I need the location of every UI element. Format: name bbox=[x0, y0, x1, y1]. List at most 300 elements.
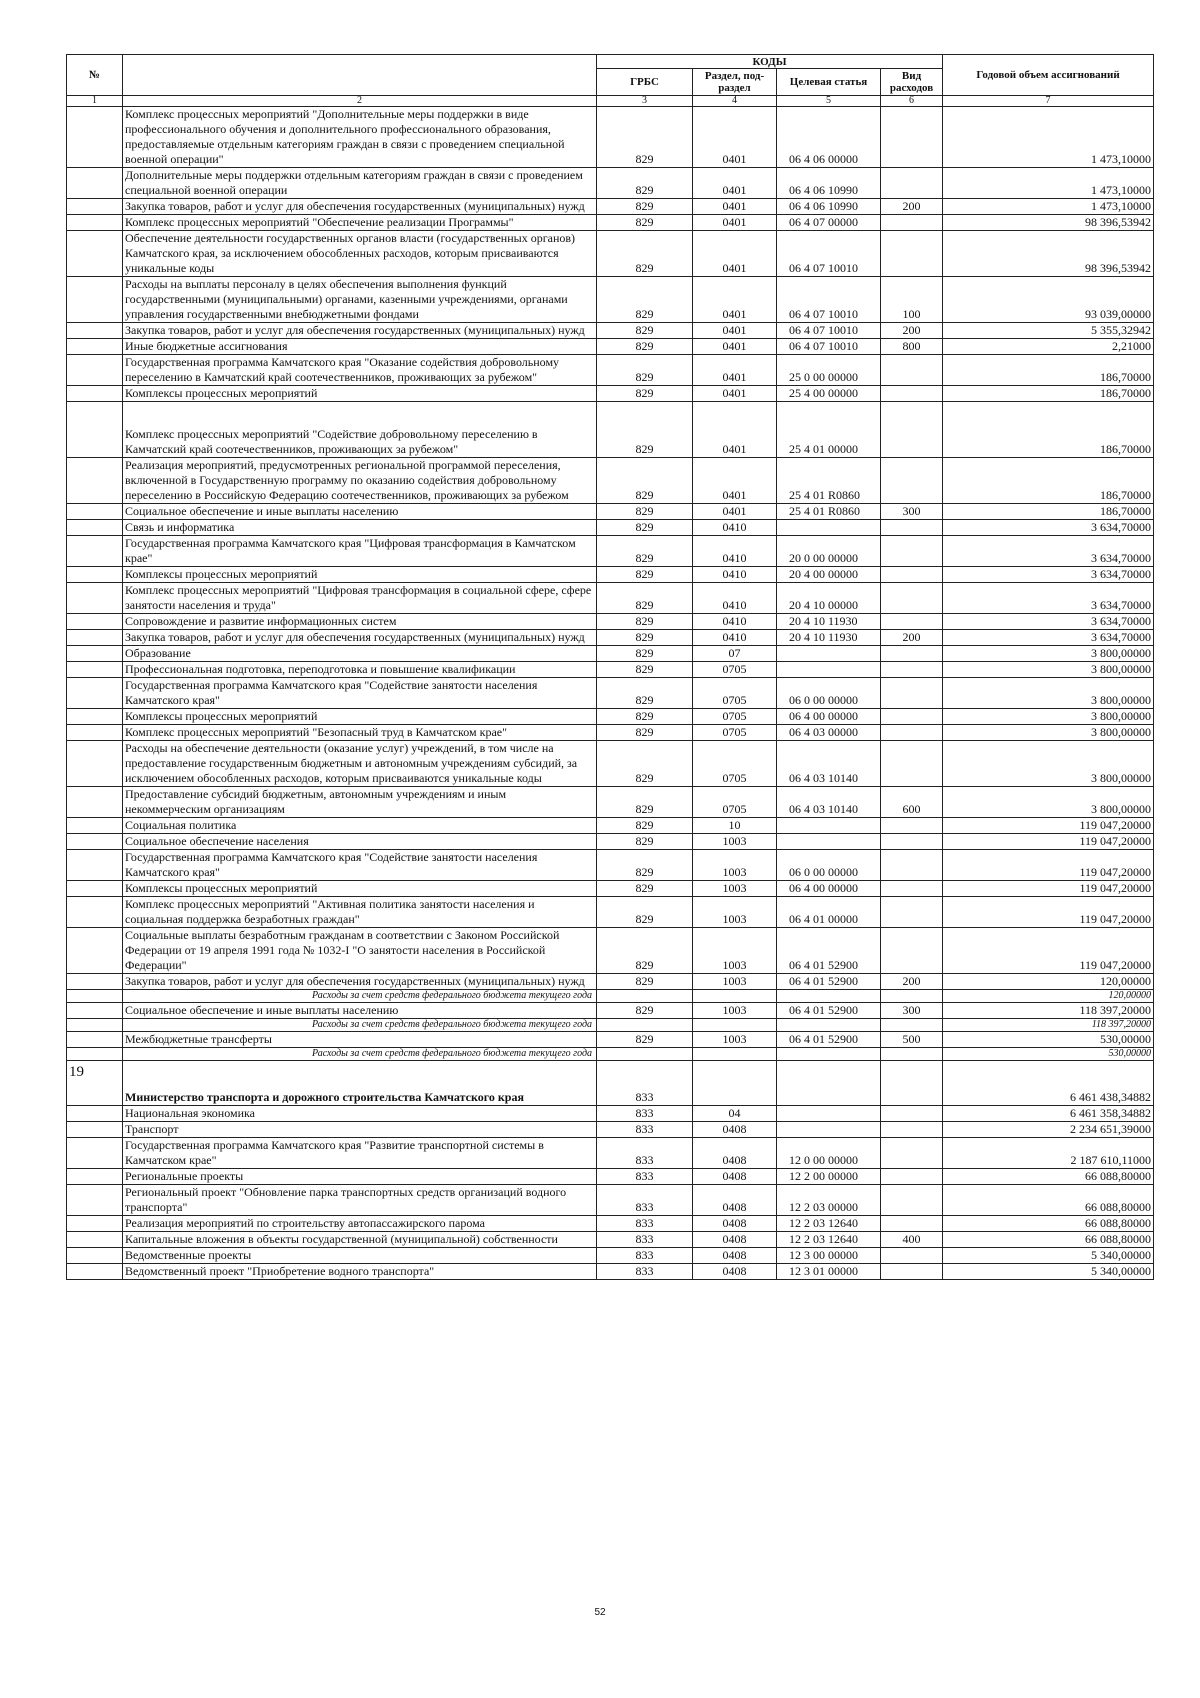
cell-c: 06 4 06 10990 bbox=[777, 168, 881, 199]
cell-s: 2 234 651,39000 bbox=[943, 1122, 1154, 1138]
cell-s: 3 800,00000 bbox=[943, 725, 1154, 741]
table-row bbox=[67, 1169, 1154, 1185]
cell-s: 98 396,53942 bbox=[943, 231, 1154, 277]
cell-r: 0408 bbox=[693, 1169, 777, 1185]
cell-name: Закупка товаров, работ и услуг для обеспечения государственных (муниципальных) нужд bbox=[123, 199, 597, 215]
cell-r: 0401 bbox=[693, 231, 777, 277]
cell-v bbox=[881, 386, 943, 402]
cell-v bbox=[881, 1048, 943, 1061]
cell-v bbox=[881, 614, 943, 630]
cell-c: 25 4 01 R0860 bbox=[777, 458, 881, 504]
table-row bbox=[67, 355, 1154, 386]
cell-g: 829 bbox=[597, 974, 693, 990]
cell-name: Комплекс процессных мероприятий "Содействие добровольному переселению в Камчатский край соотечественников, проживающих за рубежом" bbox=[123, 402, 597, 458]
note-row bbox=[67, 1048, 1154, 1061]
cell-v bbox=[881, 168, 943, 199]
cell-n bbox=[67, 1185, 123, 1216]
cell-g: 829 bbox=[597, 277, 693, 323]
cell-g: 829 bbox=[597, 709, 693, 725]
cell-name: Расходы за счет средств федерального бюджета текущего года bbox=[123, 1019, 597, 1032]
cell-n bbox=[67, 402, 123, 458]
cell-g: 829 bbox=[597, 741, 693, 787]
cell-v bbox=[881, 1138, 943, 1169]
cell-name: Комплекс процессных мероприятий "Безопасный труд в Камчатском крае" bbox=[123, 725, 597, 741]
cell-v bbox=[881, 402, 943, 458]
header-name bbox=[123, 55, 597, 96]
cell-v: 300 bbox=[881, 504, 943, 520]
cell-g: 829 bbox=[597, 567, 693, 583]
table-row bbox=[67, 1248, 1154, 1264]
cell-r: 0401 bbox=[693, 402, 777, 458]
cell-n bbox=[67, 709, 123, 725]
table-row bbox=[67, 818, 1154, 834]
cell-v bbox=[881, 1264, 943, 1280]
cell-s: 120,00000 bbox=[943, 990, 1154, 1003]
cell-g: 833 bbox=[597, 1248, 693, 1264]
cell-r: 0408 bbox=[693, 1216, 777, 1232]
cell-g: 829 bbox=[597, 520, 693, 536]
cell-r: 1003 bbox=[693, 834, 777, 850]
cell-s: 118 397,20000 bbox=[943, 1003, 1154, 1019]
colnum: 7 bbox=[943, 96, 1154, 107]
cell-c bbox=[777, 1061, 881, 1106]
cell-v bbox=[881, 881, 943, 897]
cell-n bbox=[67, 725, 123, 741]
colnum: 2 bbox=[123, 96, 597, 107]
table-row bbox=[67, 458, 1154, 504]
cell-v bbox=[881, 231, 943, 277]
cell-r: 0705 bbox=[693, 709, 777, 725]
cell-c: 25 4 00 00000 bbox=[777, 386, 881, 402]
cell-s: 120,00000 bbox=[943, 974, 1154, 990]
cell-c: 25 4 01 00000 bbox=[777, 402, 881, 458]
header-grbs: ГРБС bbox=[597, 69, 693, 96]
cell-c: 06 4 00 00000 bbox=[777, 709, 881, 725]
cell-r: 0401 bbox=[693, 386, 777, 402]
cell-g: 829 bbox=[597, 1032, 693, 1048]
cell-s: 530,00000 bbox=[943, 1032, 1154, 1048]
cell-r bbox=[693, 1061, 777, 1106]
cell-c: 20 4 00 00000 bbox=[777, 567, 881, 583]
table-row bbox=[67, 277, 1154, 323]
cell-r bbox=[693, 1048, 777, 1061]
cell-v bbox=[881, 709, 943, 725]
cell-c: 25 0 00 00000 bbox=[777, 355, 881, 386]
cell-g: 829 bbox=[597, 881, 693, 897]
cell-v bbox=[881, 1019, 943, 1032]
cell-v bbox=[881, 1216, 943, 1232]
table-row bbox=[67, 678, 1154, 709]
cell-s: 3 634,70000 bbox=[943, 567, 1154, 583]
cell-r: 1003 bbox=[693, 850, 777, 881]
cell-name: Образование bbox=[123, 646, 597, 662]
cell-r: 1003 bbox=[693, 928, 777, 974]
header-tselevaya: Целевая статья bbox=[777, 69, 881, 96]
cell-s: 186,70000 bbox=[943, 458, 1154, 504]
cell-s: 530,00000 bbox=[943, 1048, 1154, 1061]
cell-r: 0410 bbox=[693, 614, 777, 630]
table-row bbox=[67, 402, 1154, 458]
cell-s: 186,70000 bbox=[943, 504, 1154, 520]
cell-v: 200 bbox=[881, 199, 943, 215]
cell-g: 829 bbox=[597, 614, 693, 630]
cell-c: 06 4 07 10010 bbox=[777, 339, 881, 355]
table-body bbox=[67, 107, 1154, 1280]
cell-name: Региональный проект "Обновление парка транспортных средств организаций водного транспорта" bbox=[123, 1185, 597, 1216]
table-row bbox=[67, 215, 1154, 231]
cell-s: 119 047,20000 bbox=[943, 881, 1154, 897]
cell-name: Комплексы процессных мероприятий bbox=[123, 881, 597, 897]
cell-c: 12 2 03 12640 bbox=[777, 1232, 881, 1248]
cell-name: Региональные проекты bbox=[123, 1169, 597, 1185]
cell-c bbox=[777, 834, 881, 850]
cell-c: 20 4 10 11930 bbox=[777, 630, 881, 646]
cell-c bbox=[777, 520, 881, 536]
cell-r: 0401 bbox=[693, 355, 777, 386]
cell-r: 0408 bbox=[693, 1185, 777, 1216]
cell-n bbox=[67, 215, 123, 231]
cell-c: 06 4 00 00000 bbox=[777, 881, 881, 897]
cell-r: 07 bbox=[693, 646, 777, 662]
table-row bbox=[67, 1216, 1154, 1232]
cell-c: 06 4 03 00000 bbox=[777, 725, 881, 741]
cell-g: 833 bbox=[597, 1185, 693, 1216]
cell-n bbox=[67, 787, 123, 818]
cell-v bbox=[881, 928, 943, 974]
cell-g: 829 bbox=[597, 323, 693, 339]
table-row bbox=[67, 1264, 1154, 1280]
cell-name: Профессиональная подготовка, переподготовка и повышение квалификации bbox=[123, 662, 597, 678]
cell-g: 829 bbox=[597, 215, 693, 231]
colnum: 5 bbox=[777, 96, 881, 107]
cell-v: 800 bbox=[881, 339, 943, 355]
cell-c: 06 4 01 52900 bbox=[777, 974, 881, 990]
cell-s: 3 634,70000 bbox=[943, 630, 1154, 646]
cell-s: 118 397,20000 bbox=[943, 1019, 1154, 1032]
cell-r: 0408 bbox=[693, 1248, 777, 1264]
cell-s: 2,21000 bbox=[943, 339, 1154, 355]
cell-n bbox=[67, 168, 123, 199]
cell-c: 12 2 03 00000 bbox=[777, 1185, 881, 1216]
cell-g: 829 bbox=[597, 1003, 693, 1019]
cell-n bbox=[67, 520, 123, 536]
cell-r: 0705 bbox=[693, 678, 777, 709]
table-row bbox=[67, 725, 1154, 741]
cell-r: 0401 bbox=[693, 277, 777, 323]
cell-c bbox=[777, 1019, 881, 1032]
cell-n bbox=[67, 386, 123, 402]
cell-s: 119 047,20000 bbox=[943, 897, 1154, 928]
cell-s: 2 187 610,11000 bbox=[943, 1138, 1154, 1169]
table-row bbox=[67, 741, 1154, 787]
header-vid: Вид расходов bbox=[881, 69, 943, 96]
cell-n bbox=[67, 504, 123, 520]
cell-s: 5 340,00000 bbox=[943, 1248, 1154, 1264]
cell-g: 829 bbox=[597, 630, 693, 646]
cell-n bbox=[67, 1048, 123, 1061]
table-row bbox=[67, 504, 1154, 520]
cell-name: Реализация мероприятий по строительству автопассажирского парома bbox=[123, 1216, 597, 1232]
cell-s: 3 634,70000 bbox=[943, 520, 1154, 536]
cell-g: 833 bbox=[597, 1264, 693, 1280]
table-row bbox=[67, 1232, 1154, 1248]
cell-n bbox=[67, 1003, 123, 1019]
cell-s: 1 473,10000 bbox=[943, 168, 1154, 199]
cell-name: Государственная программа Камчатского края "Оказание содействия добровольному переселению в Камчатский край соотечественников, проживающих за рубежом" bbox=[123, 355, 597, 386]
cell-s: 5 355,32942 bbox=[943, 323, 1154, 339]
cell-c: 12 0 00 00000 bbox=[777, 1138, 881, 1169]
table-row bbox=[67, 662, 1154, 678]
cell-n bbox=[67, 277, 123, 323]
cell-name: Социальное обеспечение и иные выплаты населению bbox=[123, 504, 597, 520]
cell-n bbox=[67, 231, 123, 277]
cell-s: 119 047,20000 bbox=[943, 834, 1154, 850]
cell-g: 829 bbox=[597, 897, 693, 928]
cell-name: Ведомственный проект "Приобретение водного транспорта" bbox=[123, 1264, 597, 1280]
cell-v bbox=[881, 1122, 943, 1138]
cell-n bbox=[67, 323, 123, 339]
cell-c: 12 2 03 12640 bbox=[777, 1216, 881, 1232]
cell-n bbox=[67, 339, 123, 355]
cell-n bbox=[67, 850, 123, 881]
cell-s: 66 088,80000 bbox=[943, 1169, 1154, 1185]
cell-r: 1003 bbox=[693, 881, 777, 897]
cell-v bbox=[881, 215, 943, 231]
cell-s: 5 340,00000 bbox=[943, 1264, 1154, 1280]
table-row bbox=[67, 709, 1154, 725]
cell-name: Расходы на выплаты персоналу в целях обеспечения выполнения функций государственными (муниципальными) органами, казенными учреждениями, органами управления государственными внебюджетными фондами bbox=[123, 277, 597, 323]
cell-g: 829 bbox=[597, 725, 693, 741]
cell-r: 0410 bbox=[693, 567, 777, 583]
cell-v bbox=[881, 1185, 943, 1216]
cell-r: 0401 bbox=[693, 107, 777, 168]
cell-name: Министерство транспорта и дорожного строительства Камчатского края bbox=[123, 1061, 597, 1106]
cell-s: 186,70000 bbox=[943, 402, 1154, 458]
cell-name: Связь и информатика bbox=[123, 520, 597, 536]
cell-name: Комплекс процессных мероприятий "Дополнительные меры поддержки в виде профессионального обучения и дополнительного профессионального образования, предоставляемые отдельным категориям граждан в связи с проведением специальной военной операции" bbox=[123, 107, 597, 168]
cell-g: 829 bbox=[597, 850, 693, 881]
table-row bbox=[67, 199, 1154, 215]
cell-c: 06 4 01 52900 bbox=[777, 1032, 881, 1048]
cell-name: Социальные выплаты безработным гражданам в соответствии с Законом Российской Федерации от 19 апреля 1991 года № 1032-I "О занятости населения в Российской Федерации" bbox=[123, 928, 597, 974]
table-row bbox=[67, 107, 1154, 168]
cell-r: 0401 bbox=[693, 323, 777, 339]
table-row bbox=[67, 1185, 1154, 1216]
cell-n bbox=[67, 928, 123, 974]
cell-n bbox=[67, 458, 123, 504]
cell-g: 829 bbox=[597, 504, 693, 520]
cell-name: Комплексы процессных мероприятий bbox=[123, 386, 597, 402]
cell-name: Реализация мероприятий, предусмотренных региональной программой переселения, включенной в Государственную программу по оказанию содействия добровольному переселению в Российскую Федерацию соотечественников, проживающих за рубежом bbox=[123, 458, 597, 504]
cell-n bbox=[67, 834, 123, 850]
cell-name: Комплекс процессных мероприятий "Активная политика занятости населения и социальная поддержка безработных граждан" bbox=[123, 897, 597, 928]
cell-v: 200 bbox=[881, 974, 943, 990]
cell-v bbox=[881, 725, 943, 741]
cell-n bbox=[67, 678, 123, 709]
cell-name: Расходы за счет средств федерального бюджета текущего года bbox=[123, 1048, 597, 1061]
cell-s: 186,70000 bbox=[943, 386, 1154, 402]
cell-name: Социальное обеспечение населения bbox=[123, 834, 597, 850]
cell-n bbox=[67, 1216, 123, 1232]
budget-table bbox=[66, 54, 1154, 1280]
ministry-row bbox=[67, 1061, 1154, 1106]
cell-name: Транспорт bbox=[123, 1122, 597, 1138]
cell-s: 98 396,53942 bbox=[943, 215, 1154, 231]
table-row bbox=[67, 1106, 1154, 1122]
cell-name: Комплекс процессных мероприятий "Обеспечение реализации Программы" bbox=[123, 215, 597, 231]
cell-n bbox=[67, 1232, 123, 1248]
cell-s: 3 800,00000 bbox=[943, 709, 1154, 725]
cell-v bbox=[881, 1061, 943, 1106]
cell-v bbox=[881, 1169, 943, 1185]
cell-n bbox=[67, 1138, 123, 1169]
cell-c: 06 4 01 00000 bbox=[777, 897, 881, 928]
cell-c: 06 4 01 52900 bbox=[777, 1003, 881, 1019]
cell-g: 829 bbox=[597, 168, 693, 199]
cell-v bbox=[881, 834, 943, 850]
cell-g: 833 bbox=[597, 1122, 693, 1138]
colnum: 4 bbox=[693, 96, 777, 107]
cell-s: 6 461 358,34882 bbox=[943, 1106, 1154, 1122]
cell-r: 0705 bbox=[693, 787, 777, 818]
table-row bbox=[67, 536, 1154, 567]
cell-c: 06 4 06 10990 bbox=[777, 199, 881, 215]
cell-c: 20 4 10 11930 bbox=[777, 614, 881, 630]
page-number: 52 bbox=[594, 1607, 606, 1618]
cell-v bbox=[881, 583, 943, 614]
cell-v bbox=[881, 741, 943, 787]
cell-name: Государственная программа Камчатского края "Содействие занятости населения Камчатского края" bbox=[123, 678, 597, 709]
cell-g: 829 bbox=[597, 536, 693, 567]
cell-g: 829 bbox=[597, 583, 693, 614]
colnum: 3 bbox=[597, 96, 693, 107]
cell-v: 200 bbox=[881, 323, 943, 339]
cell-g: 833 bbox=[597, 1232, 693, 1248]
cell-name: Национальная экономика bbox=[123, 1106, 597, 1122]
cell-c: 12 3 00 00000 bbox=[777, 1248, 881, 1264]
table-row bbox=[67, 974, 1154, 990]
cell-r: 0401 bbox=[693, 504, 777, 520]
cell-name: Дополнительные меры поддержки отдельным категориям граждан в связи с проведением специальной военной операции bbox=[123, 168, 597, 199]
cell-g: 829 bbox=[597, 646, 693, 662]
table-row bbox=[67, 1122, 1154, 1138]
cell-name: Иные бюджетные ассигнования bbox=[123, 339, 597, 355]
cell-r: 0401 bbox=[693, 199, 777, 215]
cell-v: 300 bbox=[881, 1003, 943, 1019]
cell-s: 1 473,10000 bbox=[943, 107, 1154, 168]
table-row bbox=[67, 928, 1154, 974]
table-row bbox=[67, 1003, 1154, 1019]
cell-name: Сопровождение и развитие информационных систем bbox=[123, 614, 597, 630]
cell-n bbox=[67, 614, 123, 630]
cell-c: 06 4 07 00000 bbox=[777, 215, 881, 231]
cell-name: Государственная программа Камчатского края "Развитие транспортной системы в Камчатском крае" bbox=[123, 1138, 597, 1169]
cell-n bbox=[67, 107, 123, 168]
cell-c: 06 0 00 00000 bbox=[777, 850, 881, 881]
cell-name: Комплекс процессных мероприятий "Цифровая трансформация в социальной сфере, сфере занятости населения и труда" bbox=[123, 583, 597, 614]
cell-name: Закупка товаров, работ и услуг для обеспечения государственных (муниципальных) нужд bbox=[123, 323, 597, 339]
cell-g: 829 bbox=[597, 386, 693, 402]
cell-s: 3 800,00000 bbox=[943, 787, 1154, 818]
cell-name: Государственная программа Камчатского края "Цифровая трансформация в Камчатском крае" bbox=[123, 536, 597, 567]
cell-c: 12 2 00 00000 bbox=[777, 1169, 881, 1185]
cell-v: 200 bbox=[881, 630, 943, 646]
table-row bbox=[67, 231, 1154, 277]
cell-n bbox=[67, 583, 123, 614]
cell-r: 10 bbox=[693, 818, 777, 834]
cell-v bbox=[881, 662, 943, 678]
cell-c bbox=[777, 1048, 881, 1061]
cell-n bbox=[67, 881, 123, 897]
colnum: 1 bbox=[67, 96, 123, 107]
cell-name: Закупка товаров, работ и услуг для обеспечения государственных (муниципальных) нужд bbox=[123, 630, 597, 646]
cell-name: Межбюджетные трансферты bbox=[123, 1032, 597, 1048]
table-row bbox=[67, 520, 1154, 536]
cell-n bbox=[67, 818, 123, 834]
cell-n bbox=[67, 567, 123, 583]
cell-s: 66 088,80000 bbox=[943, 1232, 1154, 1248]
table-row bbox=[67, 1032, 1154, 1048]
cell-name: Капитальные вложения в объекты государственной (муниципальной) собственности bbox=[123, 1232, 597, 1248]
cell-g: 833 bbox=[597, 1106, 693, 1122]
cell-name: Обеспечение деятельности государственных органов власти (государственных органов) Камчатского края, за исключением обособленных расходов, которым присваиваются уникальные коды bbox=[123, 231, 597, 277]
cell-r: 0408 bbox=[693, 1264, 777, 1280]
cell-r: 1003 bbox=[693, 1003, 777, 1019]
cell-s: 3 800,00000 bbox=[943, 646, 1154, 662]
cell-r: 0410 bbox=[693, 630, 777, 646]
cell-s: 119 047,20000 bbox=[943, 928, 1154, 974]
cell-c: 20 4 10 00000 bbox=[777, 583, 881, 614]
cell-c: 06 4 03 10140 bbox=[777, 787, 881, 818]
cell-v bbox=[881, 520, 943, 536]
cell-g: 829 bbox=[597, 355, 693, 386]
cell-c: 06 4 07 10010 bbox=[777, 277, 881, 323]
cell-r: 1003 bbox=[693, 1032, 777, 1048]
cell-g: 833 bbox=[597, 1169, 693, 1185]
cell-r: 0410 bbox=[693, 536, 777, 567]
cell-g: 829 bbox=[597, 231, 693, 277]
cell-v bbox=[881, 107, 943, 168]
cell-s: 3 634,70000 bbox=[943, 536, 1154, 567]
colnum: 6 bbox=[881, 96, 943, 107]
cell-n bbox=[67, 646, 123, 662]
header-sum: Годовой объем ассигнований bbox=[943, 55, 1154, 96]
cell-r: 0401 bbox=[693, 168, 777, 199]
cell-g: 829 bbox=[597, 199, 693, 215]
cell-g: 833 bbox=[597, 1216, 693, 1232]
cell-s: 119 047,20000 bbox=[943, 850, 1154, 881]
cell-g: 829 bbox=[597, 678, 693, 709]
header-num: № bbox=[67, 55, 123, 96]
cell-g: 829 bbox=[597, 458, 693, 504]
table-row bbox=[67, 1138, 1154, 1169]
table-row bbox=[67, 850, 1154, 881]
cell-name: Расходы на обеспечение деятельности (оказание услуг) учреждений, в том числе на предоставление государственным бюджетным и автономным учреждениям субсидий, за исключением обособленных расходов, которым присваиваются уникальные коды bbox=[123, 741, 597, 787]
table-row bbox=[67, 881, 1154, 897]
table-row bbox=[67, 386, 1154, 402]
cell-n bbox=[67, 662, 123, 678]
cell-r: 1003 bbox=[693, 897, 777, 928]
cell-n bbox=[67, 1248, 123, 1264]
cell-v bbox=[881, 458, 943, 504]
cell-c bbox=[777, 818, 881, 834]
cell-c: 06 4 06 00000 bbox=[777, 107, 881, 168]
cell-name: Социальное обеспечение и иные выплаты населению bbox=[123, 1003, 597, 1019]
cell-s: 3 800,00000 bbox=[943, 741, 1154, 787]
cell-r bbox=[693, 990, 777, 1003]
table-row bbox=[67, 323, 1154, 339]
cell-r: 0408 bbox=[693, 1122, 777, 1138]
